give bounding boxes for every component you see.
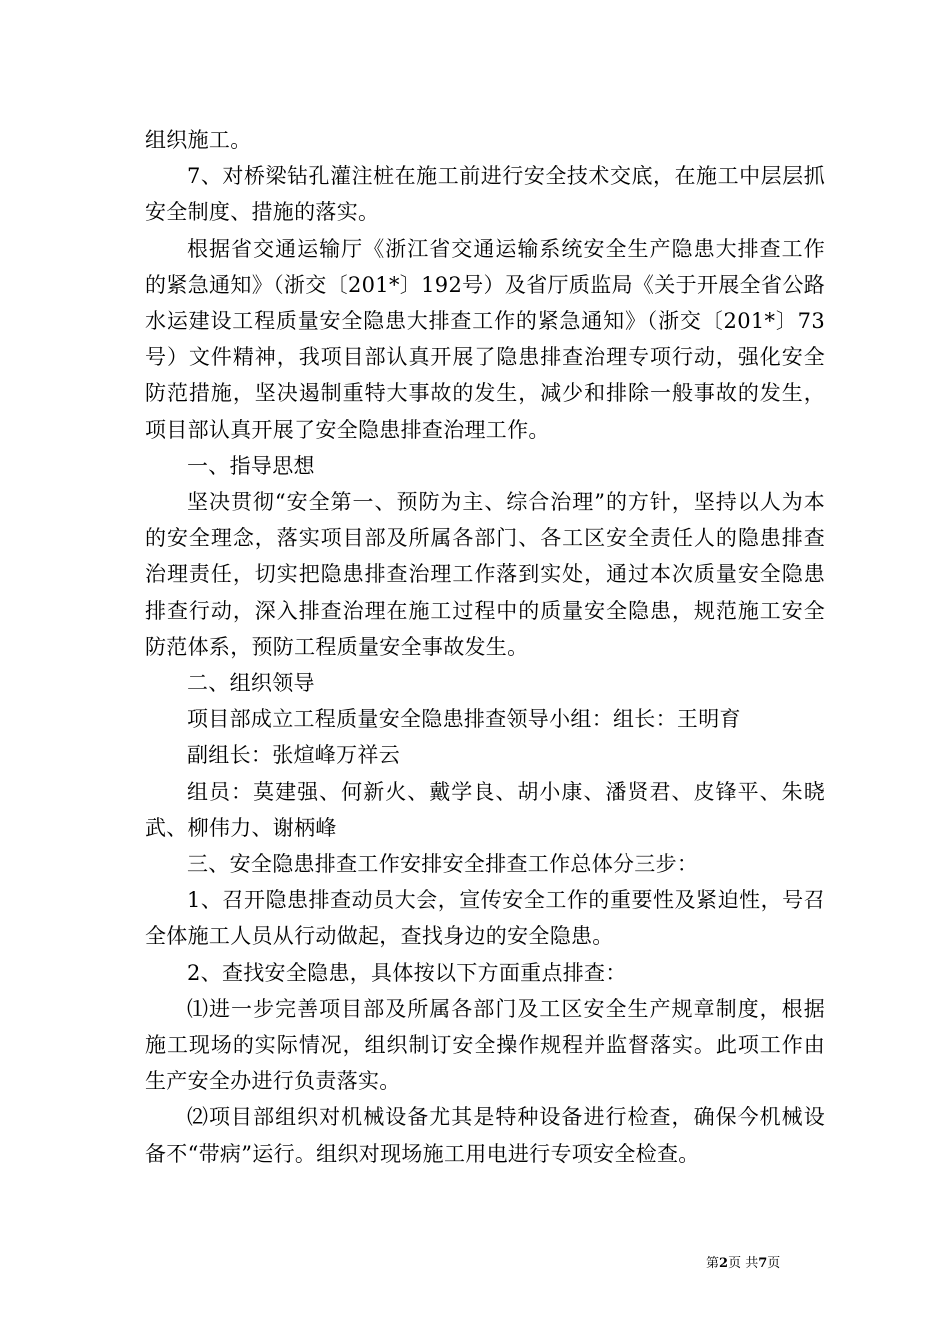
paragraph-7: 项目部成立工程质量安全隐患排查领导小组：组长：王明育	[187, 707, 741, 732]
paragraph-11: 1、召开隐患排查动员大会，宣传安全工作的重要性及紧迫性，号召全体施工人员从行动做起，查找身边的安全隐患。	[145, 888, 825, 949]
footer-total-pages: 7	[758, 1256, 768, 1271]
paragraph-8: 副组长：张煊峰万祥云	[187, 743, 400, 768]
paragraph-3: 根据省交通运输厅《浙江省交通运输系统安全生产隐患大排查工作的紧急通知》（浙交〔201*〕192号）及省厅质监局《关于开展全省公路水运建设工程质量安全隐患大排查工作的紧急通知》（浙交〔201*〕73号）文件精神，我项目部认真开展了隐患排查治理专项行动，强化安全防范措施，坚决遏制重特大事故的发生，减少和排除一般事故的发生，项目部认真开展了安全隐患排查治理工作。	[145, 236, 825, 442]
page-number-footer	[706, 1252, 780, 1271]
paragraph-12: 2、查找安全隐患，具体按以下方面重点排查：	[187, 960, 627, 985]
paragraph-14: ⑵项目部组织对机械设备尤其是特种设备进行检查，确保今机械设备不“带病”运行。组织对现场施工用电进行专项安全检查。	[145, 1105, 825, 1166]
paragraph-5: 坚决贯彻“安全第一、预防为主、综合治理”的方针，坚持以人为本的安全理念，落实项目部及所属各部门、各工区安全责任人的隐患排查治理责任，切实把隐患排查治理工作落到实处，通过本次质量安全隐患排查行动，深入排查治理在施工过程中的质量安全隐患，规范施工安全防范体系，预防工程质量安全事故发生。	[145, 490, 825, 659]
footer-middle: 页 共	[728, 1256, 759, 1271]
paragraph-2: 7、对桥梁钻孔灌注桩在施工前进行安全技术交底，在施工中层层抓安全制度、措施的落实。	[145, 164, 825, 225]
document-body	[145, 122, 825, 1172]
footer-current-page: 2	[719, 1256, 729, 1271]
paragraph-1: 组织施工。	[145, 128, 252, 152]
paragraph-9: 组员：莫建强、何新火、戴学良、胡小康、潘贤君、皮锋平、朱晓武、柳伟力、谢柄峰	[145, 779, 825, 840]
footer-suffix: 页	[767, 1256, 781, 1271]
section-heading-organization: 二、组织领导	[187, 671, 315, 696]
paragraph-13: ⑴进一步完善项目部及所属各部门及工区安全生产规章制度，根据施工现场的实际情况，组织制订安全操作规程并监督落实。此项工作由生产安全办进行负责落实。	[145, 996, 825, 1094]
section-heading-arrangement: 三、安全隐患排查工作安排安全排查工作总体分三步：	[187, 852, 699, 877]
footer-prefix: 第	[706, 1256, 720, 1271]
section-heading-guiding-thought: 一、指导思想	[187, 453, 315, 478]
